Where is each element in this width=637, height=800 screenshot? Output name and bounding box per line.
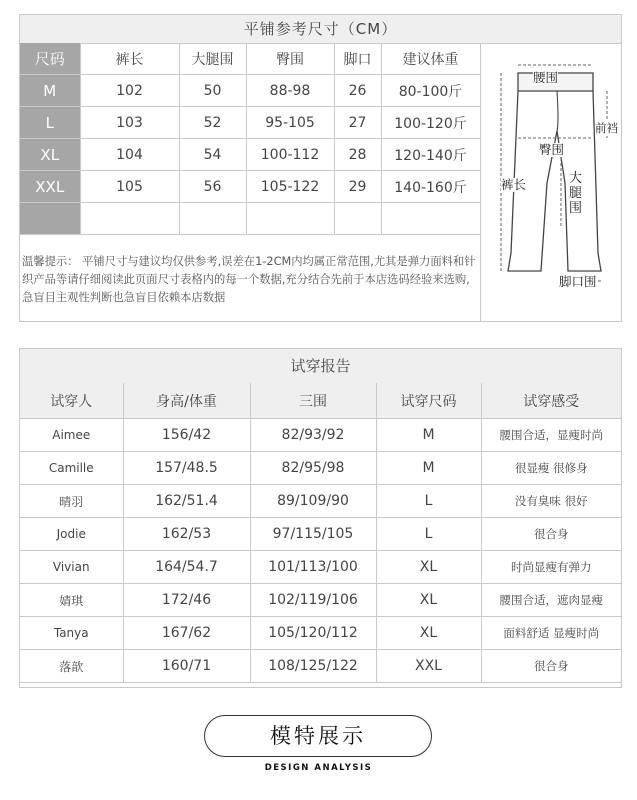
tryon-report-title: 试穿报告 (20, 349, 621, 384)
size-table-row (20, 171, 480, 203)
tryon-cell: 162/51.4 (123, 485, 250, 518)
size-label-cell: L (20, 107, 80, 139)
size-header-cell: 臀围 (246, 43, 334, 75)
tryon-table (20, 383, 621, 683)
tryon-cell: 105/120/112 (250, 617, 376, 650)
tryon-cell: XL (376, 584, 481, 617)
tryon-cell: 164/54.7 (123, 551, 250, 584)
tryon-feel-cell: 腰围合适，显瘦时尚 (481, 419, 621, 452)
size-cell: 26 (334, 75, 381, 107)
size-cell: 140-160斤 (381, 171, 480, 203)
tryon-cell: 82/93/92 (250, 419, 376, 452)
size-cell: 104 (80, 139, 179, 171)
size-cell: 52 (179, 107, 246, 139)
diagram-label-front-rise: 前裆 (595, 121, 618, 135)
size-cell (381, 203, 480, 235)
size-header-cell: 尺码 (20, 43, 80, 75)
tryon-name-cell: Aimee (20, 419, 123, 452)
tryon-table-row (20, 584, 621, 617)
tryon-name-cell: Jodie (20, 518, 123, 551)
tryon-feel-cell: 时尚显瘦有弹力 (481, 551, 621, 584)
pants-diagram (480, 43, 622, 321)
tryon-header-cell: 试穿人 (20, 383, 123, 419)
tryon-cell: M (376, 452, 481, 485)
size-label-cell (20, 203, 80, 235)
tryon-name-cell: Camille (20, 452, 123, 485)
size-cell: 102 (80, 75, 179, 107)
tryon-table-row (20, 485, 621, 518)
tryon-feel-cell: 很合身 (481, 518, 621, 551)
size-table-header-row (20, 43, 480, 75)
size-header-cell: 大腿围 (179, 43, 246, 75)
tryon-cell: 160/71 (123, 650, 250, 683)
tryon-cell: M (376, 419, 481, 452)
size-table-empty-row (20, 203, 480, 235)
tryon-name-cell: 婧琪 (20, 584, 123, 617)
size-chart-section (19, 14, 622, 322)
size-cell: 80-100斤 (381, 75, 480, 107)
size-cell: 88-98 (246, 75, 334, 107)
tryon-report-section (19, 348, 622, 688)
diagram-label-hip: 臀围 (539, 142, 565, 157)
tryon-feel-cell: 腰围合适，遮肉显瘦 (481, 584, 621, 617)
tryon-cell: XL (376, 551, 481, 584)
tryon-cell: 89/109/90 (250, 485, 376, 518)
size-label-cell: M (20, 75, 80, 107)
size-cell: 103 (80, 107, 179, 139)
tryon-header-cell: 三围 (250, 383, 376, 419)
tryon-cell: 156/42 (123, 419, 250, 452)
tryon-table-row (20, 551, 621, 584)
size-cell (246, 203, 334, 235)
diagram-label-waist: 腰围 (533, 70, 559, 85)
size-cell: 105 (80, 171, 179, 203)
tryon-cell: L (376, 518, 481, 551)
showcase-title: 模特展示 (204, 715, 432, 757)
tryon-cell: 167/62 (123, 617, 250, 650)
diagram-label-length: 裤长 (501, 177, 527, 192)
size-cell: 120-140斤 (381, 139, 480, 171)
tryon-header-cell: 试穿尺码 (376, 383, 481, 419)
size-label-cell: XXL (20, 171, 80, 203)
diagram-label-thigh: 大腿围 (569, 171, 583, 216)
size-label-cell: XL (20, 139, 80, 171)
tryon-cell: 97/115/105 (250, 518, 376, 551)
tryon-name-cell: 落歆 (20, 650, 123, 683)
size-header-cell: 建议体重 (381, 43, 480, 75)
size-cell (179, 203, 246, 235)
tryon-name-cell: Vivian (20, 551, 123, 584)
size-cell: 29 (334, 171, 381, 203)
tryon-table-row (20, 650, 621, 683)
diagram-label-hem: 脚口围 (559, 274, 597, 289)
tryon-table-row (20, 518, 621, 551)
size-table-row (20, 107, 480, 139)
tryon-table-row (20, 617, 621, 650)
size-chart-title: 平铺参考尺寸（CM） (20, 15, 621, 44)
size-header-cell: 脚口 (334, 43, 381, 75)
size-table (20, 43, 481, 235)
size-cell: 100-112 (246, 139, 334, 171)
size-cell: 50 (179, 75, 246, 107)
tryon-cell: 102/119/106 (250, 584, 376, 617)
tryon-cell: L (376, 485, 481, 518)
tryon-cell: 172/46 (123, 584, 250, 617)
size-cell (334, 203, 381, 235)
size-cell: 95-105 (246, 107, 334, 139)
tryon-feel-cell: 很显瘦 很修身 (481, 452, 621, 485)
tryon-cell: XXL (376, 650, 481, 683)
tryon-table-row (20, 419, 621, 452)
size-cell: 54 (179, 139, 246, 171)
showcase-subtitle: DESIGN ANALYSIS (264, 763, 373, 773)
tryon-cell: XL (376, 617, 481, 650)
tryon-feel-cell: 面料舒适 显瘦时尚 (481, 617, 621, 650)
tryon-feel-cell: 没有臭味 很好 (481, 485, 621, 518)
tryon-cell: 101/113/100 (250, 551, 376, 584)
tryon-cell: 82/95/98 (250, 452, 376, 485)
tryon-header-cell: 身高/体重 (123, 383, 250, 419)
tryon-table-row (20, 452, 621, 485)
size-table-row (20, 139, 480, 171)
size-cell: 105-122 (246, 171, 334, 203)
size-cell (80, 203, 179, 235)
tryon-name-cell: 晴羽 (20, 485, 123, 518)
tryon-table-header-row (20, 383, 621, 419)
tryon-cell: 162/53 (123, 518, 250, 551)
size-cell: 56 (179, 171, 246, 203)
tryon-feel-cell: 很合身 (481, 650, 621, 683)
size-note: 温馨提示： 平铺尺寸与建议均仅供参考,误差在1-2CM内均属正常范围,尤其是弹力面料和针织产品等请仔细阅读此页面尺寸表格内的每一个数据,充分结合先前于本店选码经验来选购,急盲目主观性判断也急盲目依赖本店数据 (22, 255, 476, 304)
tryon-cell: 108/125/122 (250, 650, 376, 683)
size-cell: 100-120斤 (381, 107, 480, 139)
size-cell: 28 (334, 139, 381, 171)
size-header-cell: 裤长 (80, 43, 179, 75)
tryon-cell: 157/48.5 (123, 452, 250, 485)
size-cell: 27 (334, 107, 381, 139)
tryon-header-cell: 试穿感受 (481, 383, 621, 419)
tryon-name-cell: Tanya (20, 617, 123, 650)
size-table-row (20, 75, 480, 107)
